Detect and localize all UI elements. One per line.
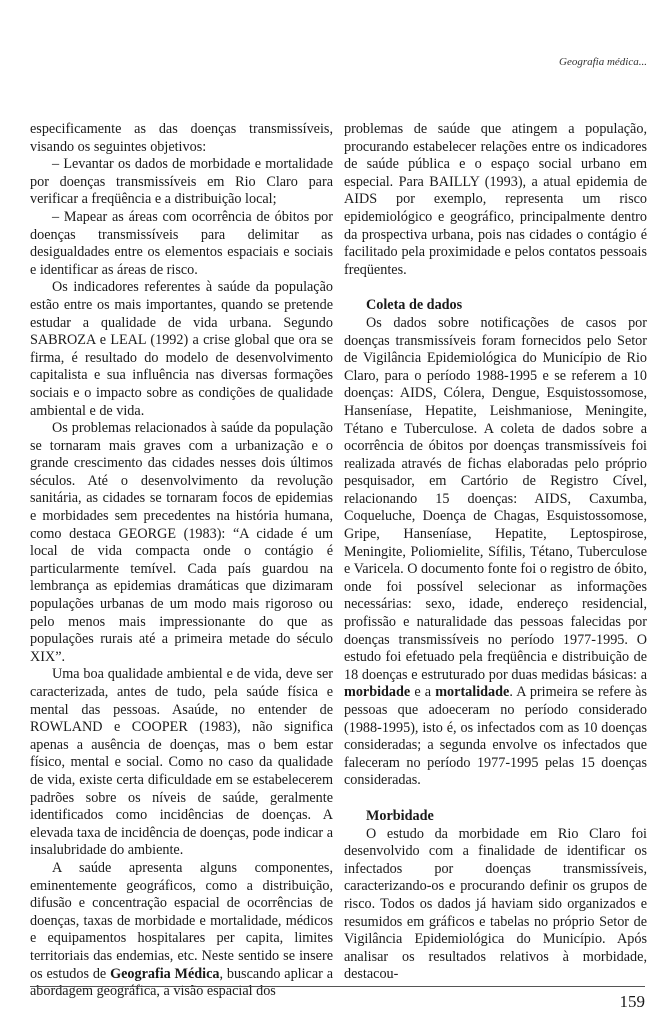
- paragraph: problemas de saúde que atingem a população, procurando estabelecer relações entre os indicadores de saúde pública e o espaço social urbano em especial. Para BAILLY (1993), a atual epidemia de AIDS por exemplo, representa um risco epidemiológico e geográfico, principalmente dentro da prospectiva urbana, pois nas cidades o contágio é facilitado pela proximidade e pelos contatos pessoais freqüentes.: [344, 121, 647, 278]
- paragraph-text: A saúde apresenta alguns componentes, eminentemente geográficos, como a distribuição, difusão e concentração espacial de ocorrências de doenças, taxas de morbidade e mortalidade, médicos e equipamentos hospitalares per capita, limites territoriais das endemias, etc. Neste sentido se insere os estudos de: [30, 859, 333, 982]
- paragraph-text: . A primeira se refere às pessoas que adoeceram no período considerado (1988-1995), isto é, os infectados com as 10 doenças consideradas; a segunda envolve os infectados que faleceram no período 1977-1995 pelas 15 doenças consideradas.: [344, 684, 647, 789]
- paragraph: Uma boa qualidade ambiental e de vida, deve ser caracterizada, antes de tudo, pela saúde física e mental das pessoas. Asaúde, no entender de ROWLAND e COOPER (1983), não significa apenas a ausência de doenças, mas o bem estar físico, mental e social. Como no caso da qualidade de vida, existe certa dificuldade em se estabelecerem padrões sobre os níveis de saúde, geralmente identificados como incidências de doenças. A elevada taxa de incidência de doenças, pode indicar a insalubridade do ambiente.: [30, 666, 333, 859]
- right-column: [344, 121, 647, 984]
- paragraph: [30, 860, 333, 1001]
- paragraph-text: Os dados sobre notificações de casos por doenças transmissíveis foram fornecidos pelo Setor de Vigilância Epidemiológica do Município de Rio Claro, para o período 1988-1995 e se referem a 10 doenças: AIDS, Cólera, Dengue, Esquistossomose, Hanseníase, Hepatite, Leishmaniose, Meningite, Tétano e Tuberculose. A coleta de dados sobre a ocorrência de óbitos por doenças transmissíveis foi realizada através de fichas elaboradas pelo próprio pesquisador, em Cartório de Registro Cível, relacionando 15 doenças: AIDS, Caxumba, Coqueluche, Doença de Chagas, Esquistossomose, Gripe, Hanseníase, Hepatite, Leptospirose, Meningite, Poliomielite, Sífilis, Tétano, Tuberculose e Varicela. O documento fonte foi o registro de óbito, onde foi possível selecionar as informações necessárias: sexo, idade, endereço residencial, profissão e naturalidade das pessoas falecidas por doenças transmissíveis no período 1977-1995. O estudo foi efetuado pela freqüência e distribuição de 18 doenças e estruturado por duas medidas básicas: a: [344, 314, 647, 683]
- spacer: [344, 790, 647, 808]
- bold-term: morbidade: [344, 684, 411, 701]
- paragraph: O estudo da morbidade em Rio Claro foi desenvolvido com a finalidade de identificar os infectados por doenças transmissíveis, caracterizando-os e procurando definir os grupos de risco. Todos os dados já haviam sido organizados e resumidos em gráficos e tabelas no próprio Setor de Vigilância Epidemiológica do Município. Após analisar os resultados relativos à morbidade, destacou-: [344, 825, 647, 983]
- left-column: [30, 121, 333, 1001]
- paragraph-text: e a: [410, 684, 436, 701]
- bold-term: mortalidade: [435, 684, 510, 701]
- running-header: Geografia médica...: [559, 56, 647, 68]
- footer-rule: [30, 986, 645, 987]
- paragraph: Os problemas relacionados à saúde da população se tornaram mais graves com a urbanização e o grande crescimento das cidades nesses dois últimos séculos. Até o desenvolvimento da revolução sanitária, as cidades se tornaram focos de epidemias e morbidades sem precedentes na história humana, como destaca GEORGE (1983): “A cidade é um local de vida compacta onde o contágio é particularmente temível. Cada país guardou na lembrança as epidemias dramáticas que dizimaram populações urbanas de um modo mais rigoroso ou pelo menos mais impressionante do que as populações rurais até a primeira metade do século XIX”.: [30, 420, 333, 665]
- spacer: [344, 279, 647, 297]
- section-heading: Coleta de dados: [366, 297, 463, 314]
- paragraph: – Levantar os dados de morbidade e mortalidade por doenças transmissíveis em Rio Claro para verificar a freqüência e a distribuição local;: [30, 156, 333, 208]
- paragraph: especificamente as das doenças transmissíveis, visando os seguintes objetivos:: [30, 121, 333, 155]
- page-number: 159: [619, 992, 645, 1011]
- bold-term: Geografia Médica: [110, 965, 220, 982]
- paragraph: [344, 315, 647, 790]
- paragraph: Os indicadores referentes à saúde da população estão entre os mais importantes, quando se pretende estudar a qualidade de vida urbana. Segundo SABROZA e LEAL (1992) a crise global que ora se firma, é resultado do modelo de desenvolvimento capitalista e sua influência nas diversas formações sociais e o impacto sobre as condições de qualidade ambiental e de vida.: [30, 279, 333, 419]
- paragraph: – Mapear as áreas com ocorrência de óbitos por doenças transmissíveis para delimitar as desigualdades entre os elementos espaciais e sociais e identificar as áreas de risco.: [30, 208, 333, 278]
- section-heading: Morbidade: [366, 807, 434, 824]
- paragraph-text: , buscando aplicar a abordagem geográfica, a visão espacial dos: [30, 965, 333, 1000]
